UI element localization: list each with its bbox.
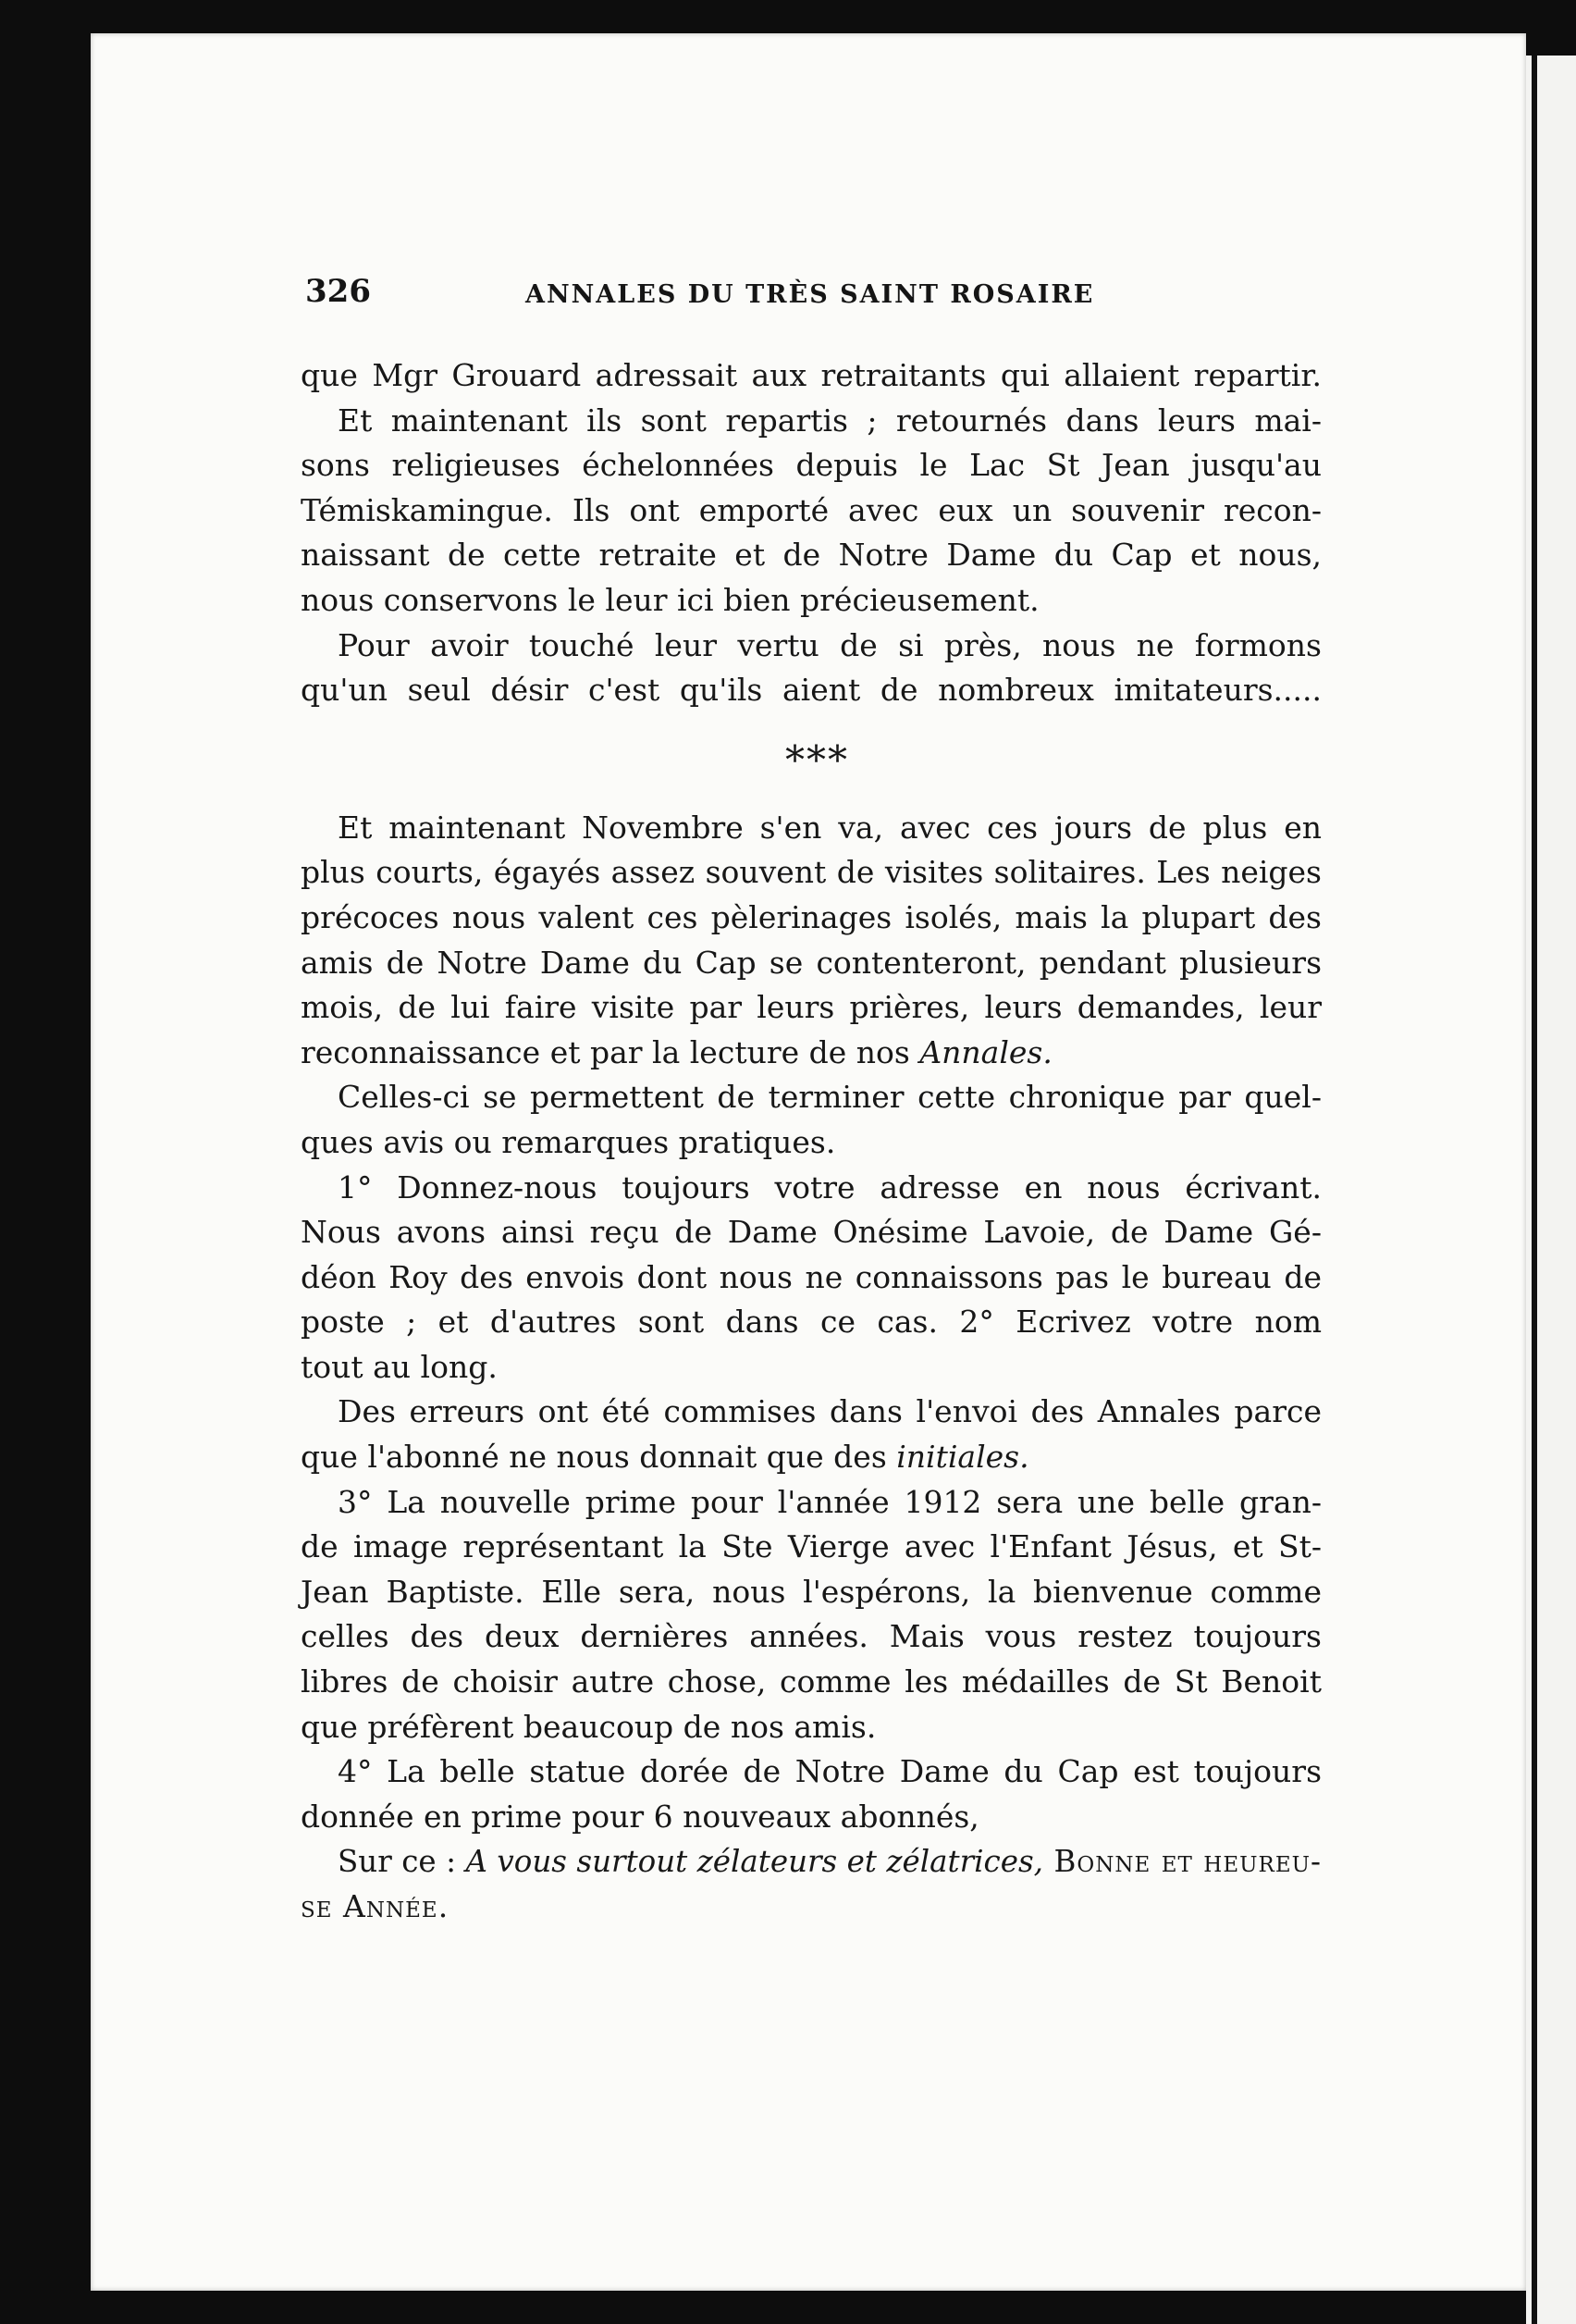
text-line: que préfèrent beaucoup de nos amis.	[301, 1708, 877, 1745]
text-line: qu'un seul désir c'est qu'ils aient de nombreux imitateurs.....	[301, 672, 1322, 709]
text-run: que l'abonné ne nous donnait que des	[301, 1439, 897, 1476]
text-line	[301, 1839, 1322, 1885]
text-line: déon Roy des envois dont nous ne connaissons pas le bureau de	[301, 1258, 1322, 1295]
text-run: Sur ce :	[338, 1844, 466, 1880]
text-line: précoces nous valent ces pèlerinages isolés, mais la plupart des	[301, 898, 1322, 935]
text-line: Et maintenant ils sont repartis ; retournés dans leurs mai-	[338, 402, 1322, 439]
text-line: Jean Baptiste. Elle sera, nous l'espérons, la bienvenue comme	[301, 1573, 1322, 1610]
text-line: 1° Donnez-nous toujours votre adresse en nous écrivant.	[338, 1168, 1322, 1205]
italic-run: initiales.	[896, 1439, 1029, 1476]
text-line: 3° La nouvelle prime pour l'année 1912 sera une belle gran-	[338, 1483, 1322, 1520]
text-line: naissant de cette retraite et de Notre Dame du Cap et nous,	[301, 537, 1322, 574]
section-ornament	[301, 713, 1322, 806]
text-line: Celles-ci se permettent de terminer cette chronique par quel-	[338, 1079, 1322, 1116]
text-line: sons religieuses échelonnées depuis le Lac St Jean jusqu'au	[301, 447, 1322, 484]
text-line: Et maintenant Novembre s'en va, avec ces jours de plus en	[338, 809, 1322, 846]
page-edge-rule	[1532, 56, 1537, 2324]
running-title: ANNALES DU TRÈS SAINT ROSAIRE	[525, 280, 1095, 309]
text-line: que Mgr Grouard adressait aux retraitants qui allaient repartir.	[301, 357, 1322, 393]
text-line: se Année.	[301, 1888, 449, 1924]
text-line: donnée en prime pour 6 nouveaux abonnés,	[301, 1798, 979, 1835]
text-line: Des erreurs ont été commises dans l'envoi des Annales parce	[338, 1393, 1322, 1430]
text-line: tout au long.	[301, 1348, 498, 1385]
text-line	[301, 1031, 1322, 1076]
text-run: reconnaissance et par la lecture de nos	[301, 1033, 920, 1070]
text-line: libres de choisir autre chose, comme les médailles de St Benoit	[301, 1663, 1322, 1700]
text-line: Témiskamingue. Ils ont emporté avec eux un souvenir recon-	[301, 491, 1322, 528]
text-line: 4° La belle statue dorée de Notre Dame du Cap est toujours	[338, 1753, 1322, 1790]
asterism: ***	[785, 736, 849, 783]
text-line: Nous avons ainsi reçu de Dame Onésime Lavoie, de Dame Gé-	[301, 1214, 1322, 1251]
page-header	[305, 270, 1321, 313]
text-line: de image représentant la Ste Vierge avec l'Enfant Jésus, et St-	[301, 1528, 1322, 1565]
page-number: 326	[305, 273, 371, 310]
text-line: ques avis ou remarques pratiques.	[301, 1123, 836, 1160]
text-line: amis de Notre Dame du Cap se contenteront, pendant plusieurs	[301, 944, 1322, 981]
italic-run: A vous surtout zélateurs et zélatrices,	[465, 1844, 1043, 1880]
smallcaps-run: Bonne et heureu-	[1043, 1844, 1322, 1880]
text-line: Pour avoir touché leur vertu de si près, nous ne formons	[338, 626, 1322, 663]
text-line	[301, 1435, 1322, 1480]
text-line: celles des deux dernières années. Mais vous restez toujours	[301, 1618, 1322, 1655]
text-line: plus courts, égayés assez souvent de visites solitaires. Les neiges	[301, 854, 1322, 891]
text-line: mois, de lui faire visite par leurs prières, leurs demandes, leur	[301, 989, 1322, 1026]
body-text	[301, 353, 1322, 1930]
text-line: poste ; et d'autres sont dans ce cas. 2° Ecrivez votre nom	[301, 1304, 1322, 1341]
text-line: nous conservons le leur ici bien précieusement.	[301, 581, 1040, 618]
italic-run: Annales.	[919, 1033, 1053, 1070]
